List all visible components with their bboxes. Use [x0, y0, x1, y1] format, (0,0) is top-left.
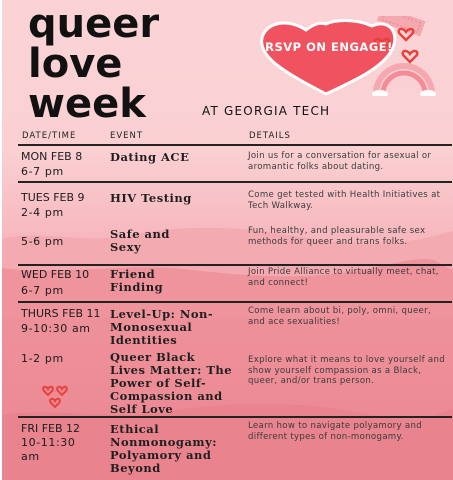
column-header-details: DETAILS — [249, 131, 291, 141]
schedule-event: Safe and Sexy — [110, 227, 170, 254]
schedule-time: 5-6 pm — [21, 235, 64, 248]
schedule-event: Ethical Nonmonogamy: Polyamory and Beyond — [110, 422, 218, 475]
schedule-date: WED FEB 10 — [21, 268, 90, 281]
subtitle: AT GEORGIA TECH — [202, 104, 331, 118]
rsvp-button[interactable]: RSVP ON ENGAGE! — [265, 40, 393, 54]
column-header-date: DATE/TIME — [22, 131, 77, 141]
poster — [2, 0, 453, 480]
schedule-event: Dating ACE — [110, 150, 190, 164]
schedule-event: HIV Testing — [110, 191, 192, 205]
schedule-date: MON FEB 8 — [21, 150, 83, 163]
schedule-date: FRI FEB 12 — [21, 422, 81, 435]
schedule-details: Explore what it means to love yourself and show yourself compassion as a Black, queer, and/or trans person. — [248, 355, 445, 387]
schedule-event: Friend Finding — [110, 267, 164, 294]
schedule-date: THURS FEB 11 — [21, 307, 101, 320]
title-line-love: love — [28, 41, 123, 87]
schedule-details: Join us for a conversation for asexual or aromantic folks about dating. — [248, 151, 432, 172]
rainbow-icon — [372, 66, 436, 96]
schedule-details: Learn how to navigate polyamory and different types of non-monogamy. — [248, 421, 422, 442]
divider — [18, 264, 452, 266]
schedule-event: Queer Black Lives Matter: The Power of Self-Compassion and Self Love — [110, 350, 233, 416]
schedule-time: 6-7 pm — [21, 165, 64, 178]
schedule-time: 6-7 pm — [21, 284, 64, 297]
title-line-queer: queer — [28, 1, 160, 47]
divider — [18, 144, 452, 146]
schedule-details: Join Pride Alliance to virtually meet, chat, and connect! — [248, 267, 439, 288]
schedule-details: Come get tested with Health Initiatives at Tech Walkway. — [248, 190, 441, 211]
divider — [18, 301, 452, 303]
schedule-date: TUES FEB 9 — [21, 191, 85, 204]
schedule-time: 9-10:30 am — [21, 322, 91, 335]
column-header-event: EVENT — [110, 131, 144, 141]
divider — [18, 181, 452, 183]
schedule-time: 10-11:30 am — [21, 436, 76, 463]
title-line-week: week — [28, 81, 146, 127]
schedule-time: 1-2 pm — [21, 352, 64, 365]
schedule-details: Fun, healthy, and pleasurable safe sex methods for queer and trans folks. — [248, 226, 426, 247]
divider — [18, 416, 452, 418]
hearts-doodle-icon — [40, 383, 80, 413]
schedule-details: Come learn about bi, poly, omni, queer, and ace sexualities! — [248, 306, 431, 327]
schedule-event: Level-Up: Non-Monosexual Identities — [110, 307, 214, 347]
heart-icon — [262, 21, 395, 95]
rsvp-heart-graphic — [258, 16, 438, 96]
schedule-time: 2-4 pm — [21, 206, 64, 219]
